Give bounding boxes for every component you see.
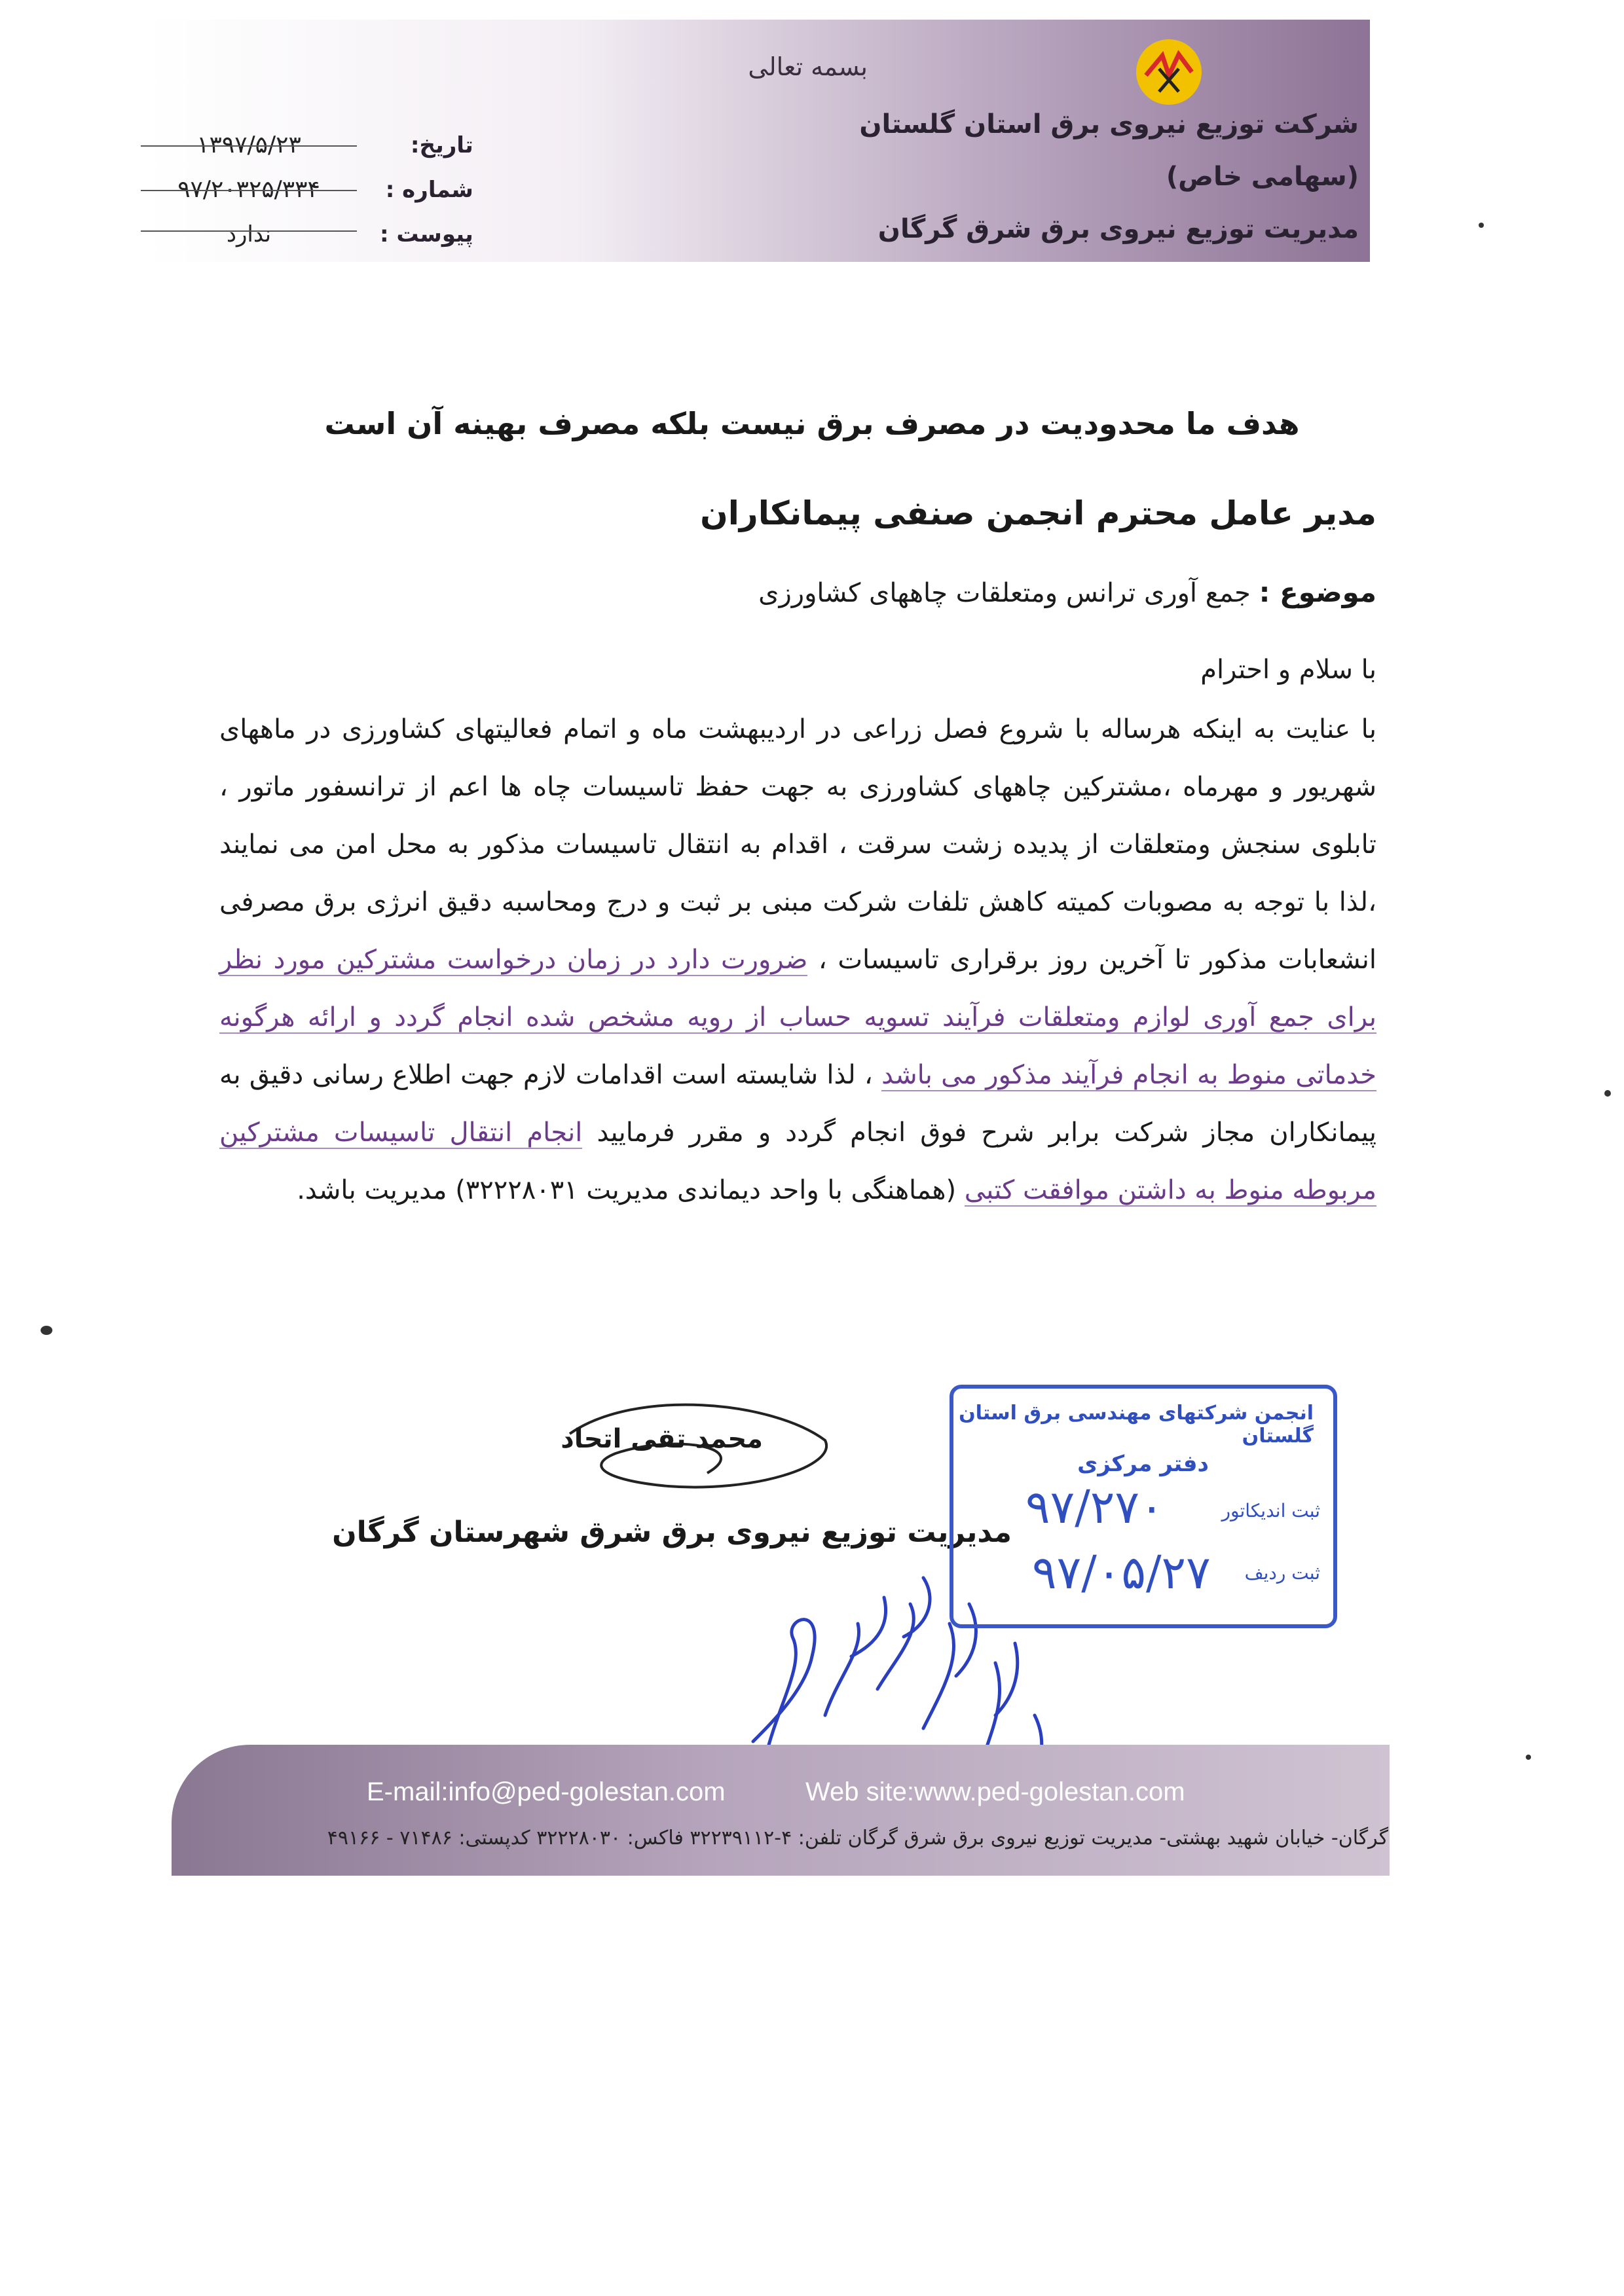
recipient: مدیر عامل محترم انجمن صنفی پیمانکاران: [700, 494, 1376, 532]
subject: [758, 576, 1376, 608]
signatory-name: محمد تقی اتحاد: [561, 1424, 763, 1454]
body-part1: با عنایت به اینکه هرساله با شروع فصل زراعی در اردیبهشت ماه و اتمام فعالیتهای کشاورزی در ماههای شهریور و مهرماه ،مشترکین چاههای کشاورزی به جهت حفظ تاسیسات چاه ها اعم از ترانسفور ماتور ، تابلوی سنجش ومتعلقات از پدیده زشت سرقت ، اقدام به انتقال تاسیسات مذکور به محل امن می نمایند ،لذا با توجه به مصوبات کمیته کاهش تلفات شرکت مبنی بر ثبت و درج ومحاسبه دقیق انرژی برق مصرفی انشعابات مذکور تا آخرین روز برقراری تاسیسات ،: [219, 714, 1376, 975]
footer-website: Web site:www.ped-golestan.com: [805, 1777, 1185, 1806]
scan-speck: [1526, 1755, 1531, 1760]
basmala: بسمه تعالی: [748, 52, 868, 81]
attachment-label: پیوست :: [380, 221, 473, 247]
stamp-row-value: ۹۷/۰۵/۲۷: [1032, 1546, 1211, 1599]
letter-body: [219, 701, 1376, 1219]
company-logo-icon: [1133, 36, 1205, 108]
scan-speck: [1604, 1090, 1611, 1097]
company-name: [859, 98, 1359, 255]
date-underline: [141, 145, 357, 147]
body-part2: ، لذا شایسته است اقدامات لازم جهت اطلاع رسانی دقیق به پیمانکاران مجاز شرکت برابر شرح فوق انجام گردد و مقرر فرمایید: [219, 1060, 1377, 1148]
meta-labels: [380, 123, 473, 257]
date-value: ۱۳۹۷/۵/۲۳: [196, 132, 301, 158]
slogan: هدف ما محدودیت در مصرف برق نیست بلکه مصرف بهینه آن است: [324, 406, 1300, 441]
number-value: ۹۷/۲۰۳۲۵/۳۳۴: [177, 176, 320, 203]
company-line3: مدیریت توزیع نیروی برق شرق گرگان: [877, 214, 1359, 244]
footer-email: E-mail:info@ped-golestan.com: [367, 1777, 726, 1806]
footer-band: [172, 1745, 1390, 1876]
company-line2: (سهامی خاص): [1166, 162, 1359, 192]
stamp-indicator-value: ۹۷/۲۷۰: [1025, 1480, 1164, 1534]
body-highlight2: انجام انتقال تاسیسات مشترکین مربوطه منوط به داشتن موافقت کتبی: [219, 1118, 1376, 1205]
subject-text: جمع آوری ترانس ومتعلقات چاههای کشاورزی: [758, 578, 1251, 608]
number-underline: [141, 190, 357, 191]
stamp-row-label: ثبت ردیف: [1244, 1562, 1320, 1584]
attachment-underline: [141, 230, 357, 232]
body-part3: (هماهنگی با واحد دیماندی مدیریت ۳۲۲۲۸۰۳۱) مدیریت باشد.: [297, 1175, 957, 1205]
body-highlight1: ضرورت دارد در زمان درخواست مشترکین مورد نظر برای جمع آوری لوازم ومتعلقات فرآیند تسویه حساب از رویه مشخص شده انجام گردد و ارائه هرگونه خدماتی منوط به انجام فرآیند مذکور می باشد: [219, 945, 1376, 1090]
date-label: تاریخ:: [410, 132, 473, 158]
company-line1: شرکت توزیع نیروی برق استان گلستان: [859, 109, 1359, 139]
scan-speck: [41, 1326, 52, 1335]
scan-speck: [1479, 223, 1484, 228]
stamp-indicator-label: ثبت اندیکاتور: [1221, 1500, 1320, 1522]
stamp-office: دفتر مرکزی: [1077, 1451, 1209, 1477]
number-label: شماره :: [385, 177, 473, 203]
subject-label: موضوع :: [1259, 576, 1376, 608]
receipt-stamp: [950, 1385, 1337, 1628]
attachment-value: ندارد: [226, 221, 272, 247]
footer-address: گرگان- خیابان شهید بهشتی- مدیریت توزیع نیروی برق شرق گرگان تلفن: ۴-۳۲۲۳۹۱۱۲ فاکس: ۳۲۲۲۸۰۳۰ کدپستی: ۷۱۴۸۶ - ۴۹۱۶۶: [327, 1827, 1388, 1850]
stamp-org: انجمن شرکتهای مهندسی برق استان گلستان: [959, 1402, 1314, 1448]
signatory-title: مدیریت توزیع نیروی برق شرق شهرستان گرگان: [332, 1516, 1012, 1549]
greeting: با سلام و احترام: [1200, 655, 1376, 685]
